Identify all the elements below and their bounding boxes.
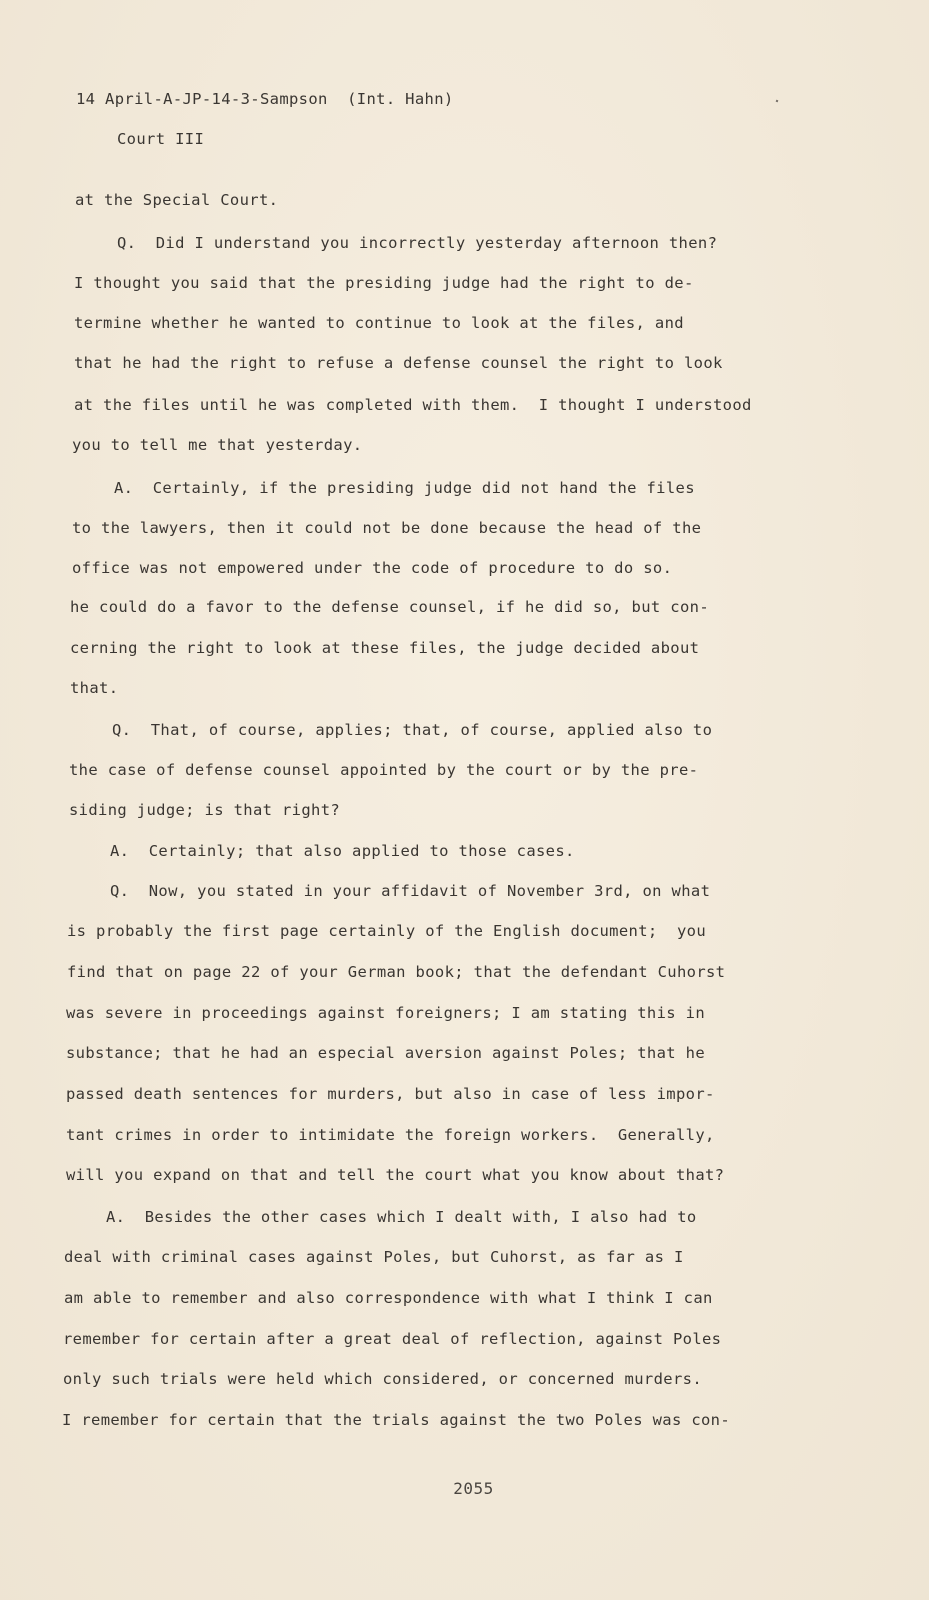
body-line: deal with criminal cases against Poles, but Cuhorst, as far as I	[64, 1248, 684, 1266]
body-line: I remember for certain that the trials against the two Poles was con-	[62, 1411, 731, 1429]
body-line: at the Special Court.	[75, 191, 279, 209]
body-line: cerning the right to look at these files, the judge decided about	[70, 639, 700, 657]
stray-mark	[776, 100, 779, 103]
body-line: A. Certainly; that also applied to those cases.	[110, 842, 575, 860]
body-line: was severe in proceedings against foreigners; I am stating this in	[66, 1004, 705, 1022]
body-line: at the files until he was completed with them. I thought I understood	[74, 396, 752, 414]
body-line: find that on page 22 of your German book; that the defendant Cuhorst	[67, 963, 726, 981]
court-label: Court III	[117, 130, 205, 148]
body-line: termine whether he wanted to continue to look at the files, and	[74, 314, 684, 332]
body-line: the case of defense counsel appointed by the court or by the pre-	[69, 761, 699, 779]
body-line: that he had the right to refuse a defense counsel the right to look	[74, 354, 723, 372]
body-line: substance; that he had an especial aversion against Poles; that he	[66, 1044, 705, 1062]
body-line: to the lawyers, then it could not be done because the head of the	[72, 519, 702, 537]
body-line: am able to remember and also correspondence with what I think I can	[64, 1289, 713, 1307]
scan-edge	[929, 0, 947, 1600]
page-number: 2055	[453, 1479, 494, 1498]
body-line: I thought you said that the presiding judge had the right to de-	[74, 274, 694, 292]
body-line: only such trials were held which considered, or concerned murders.	[63, 1370, 702, 1388]
body-line: tant crimes in order to intimidate the foreign workers. Generally,	[66, 1126, 715, 1144]
body-line: siding judge; is that right?	[69, 801, 341, 819]
body-line: will you expand on that and tell the court what you know about that?	[66, 1166, 725, 1184]
body-line: Q. Did I understand you incorrectly yesterday afternoon then?	[117, 234, 718, 252]
body-line: A. Besides the other cases which I dealt with, I also had to	[106, 1208, 697, 1226]
body-line: A. Certainly, if the presiding judge did not hand the files	[114, 479, 695, 497]
body-line: you to tell me that yesterday.	[72, 436, 363, 454]
document-reference: 14 April-A-JP-14-3-Sampson (Int. Hahn)	[76, 90, 454, 108]
body-line: he could do a favor to the defense counsel, if he did so, but con-	[70, 598, 709, 616]
body-line: passed death sentences for murders, but also in case of less impor-	[66, 1085, 715, 1103]
body-line: Q. That, of course, applies; that, of course, applied also to	[112, 721, 713, 739]
body-line: remember for certain after a great deal of reflection, against Poles	[63, 1330, 722, 1348]
body-line: Q. Now, you stated in your affidavit of November 3rd, on what	[110, 882, 711, 900]
body-line: that.	[70, 679, 119, 697]
body-line: office was not empowered under the code of procedure to do so.	[72, 559, 673, 577]
body-line: is probably the first page certainly of the English document; you	[67, 922, 706, 940]
